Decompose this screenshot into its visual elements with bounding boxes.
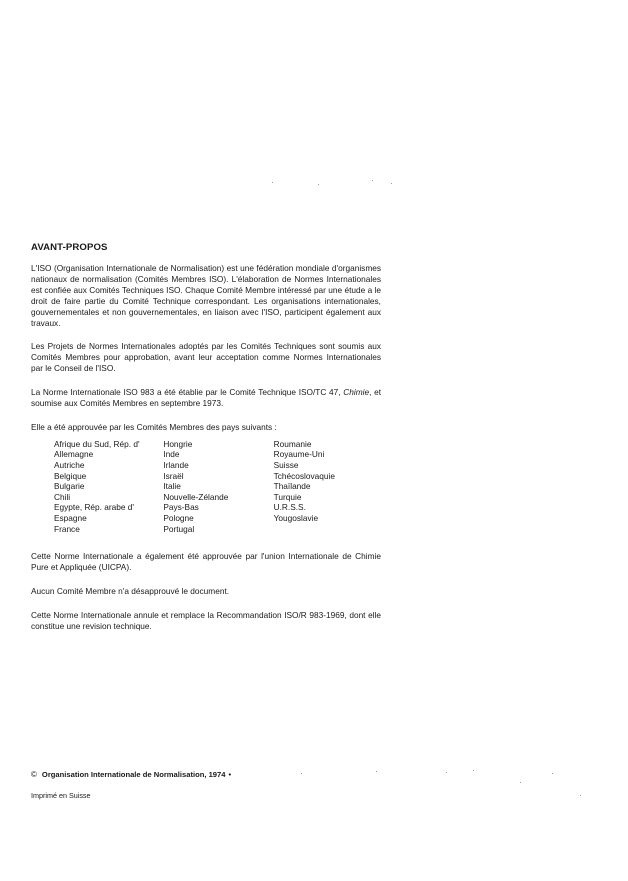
country-name: Israël (163, 470, 184, 481)
paragraph-iupac-approval: Cette Norme Internationale a également été approuvée par l'union Internationale de Chimie Pure et Appliquée (UICPA). (31, 551, 381, 573)
country-name: Chili (54, 491, 71, 502)
scan-speck (301, 773, 302, 774)
country-name: Turquie (273, 491, 302, 502)
country-name: Suisse (273, 460, 299, 471)
copyright-symbol: © (31, 770, 37, 779)
country-name: Yougoslavie (273, 513, 319, 524)
paragraph-iso-983-text-b: , et soumise aux Comités Membres en septembre 1973. (31, 387, 381, 409)
country-name: France (54, 523, 80, 534)
country-name: Italie (163, 481, 181, 492)
country-name: Roumanie (273, 438, 312, 449)
copyright-line (31, 770, 231, 779)
country-name: Portugal (163, 523, 195, 534)
foreword-section (31, 242, 381, 645)
scan-speck (372, 180, 373, 181)
paragraph-approval-intro: Elle a été approuvée par les Comités Membres des pays suivants : (31, 421, 277, 432)
country-name: Afrique du Sud, Rép. d' (54, 438, 140, 449)
paragraph-iso-983-committee: Chimie (343, 387, 370, 398)
scan-speck (391, 183, 392, 184)
country-name: U.R.S.S. (273, 502, 306, 513)
scan-speck (272, 182, 273, 183)
paragraph-replaces: Cette Norme Internationale annule et remplace la Recommandation ISO/R 983-1969, dont elle constitue une revision technique. (31, 609, 381, 631)
scan-speck (473, 770, 474, 771)
country-name: Hongrie (163, 438, 193, 449)
scan-speck (376, 771, 377, 772)
scan-speck (552, 773, 553, 774)
countries-column-2 (163, 439, 273, 534)
paragraph-no-disapproval: Aucun Comité Membre n'a désapprouvé le document. (31, 586, 230, 597)
country-name: Allemagne (54, 449, 94, 460)
paragraph-iso-intro: L'ISO (Organisation Internationale de Normalisation) est une fédération mondiale d'organismes nationaux de normalisation (Comités Membres ISO). L'élaboration de Normes Internationales est confiée aux Comités Techniques ISO. Chaque Comité Membre intéressé par une étude a le droit de faire partie du Comité Technique correspondant. Les organisations internationales, gouvernementales et non gouvernementales, en liaison avec l'ISO, participent également aux travaux. (31, 263, 381, 328)
scan-speck (580, 795, 581, 796)
country-name: Belgique (54, 470, 87, 481)
countries-column-1 (54, 439, 163, 534)
paragraph-iso-983 (31, 387, 381, 409)
country-name: Pays-Bas (163, 502, 199, 513)
country-name: Irlande (163, 460, 189, 471)
countries-column-3 (274, 439, 381, 534)
country-name: Thaïlande (273, 481, 311, 492)
paragraph-iso-983-text-a: La Norme Internationale ISO 983 a été établie par le Comité Technique ISO/TC 47, (31, 387, 344, 398)
country-name: Espagne (54, 513, 87, 524)
scan-speck (318, 184, 319, 185)
paragraph-draft-standards: Les Projets de Normes Internationales adoptés par les Comités Techniques sont soumis aux Comités Membres pour approbation, avant leur acceptation comme Normes Internationales par le Conseil de l'ISO. (31, 341, 381, 374)
country-name: Inde (163, 449, 180, 460)
country-name: Tchécoslovaquie (273, 470, 335, 481)
country-name: Autriche (54, 460, 85, 471)
country-name: Royaume-Uni (273, 449, 325, 460)
bullet-mark: • (228, 770, 232, 779)
scan-speck (446, 772, 447, 773)
approving-countries-list (54, 439, 381, 534)
footer (31, 770, 231, 800)
scan-speck (520, 782, 521, 783)
printed-in: Imprimé en Suisse (31, 791, 91, 800)
country-name: Egypte, Rép. arabe d' (54, 502, 134, 513)
foreword-heading: AVANT-PROPOS (31, 242, 108, 253)
copyright-text: Organisation Internationale de Normalisation, 1974 (41, 770, 226, 779)
country-name: Pologne (163, 513, 194, 524)
country-name: Bulgarie (54, 481, 85, 492)
country-name: Nouvelle-Zélande (163, 491, 229, 502)
